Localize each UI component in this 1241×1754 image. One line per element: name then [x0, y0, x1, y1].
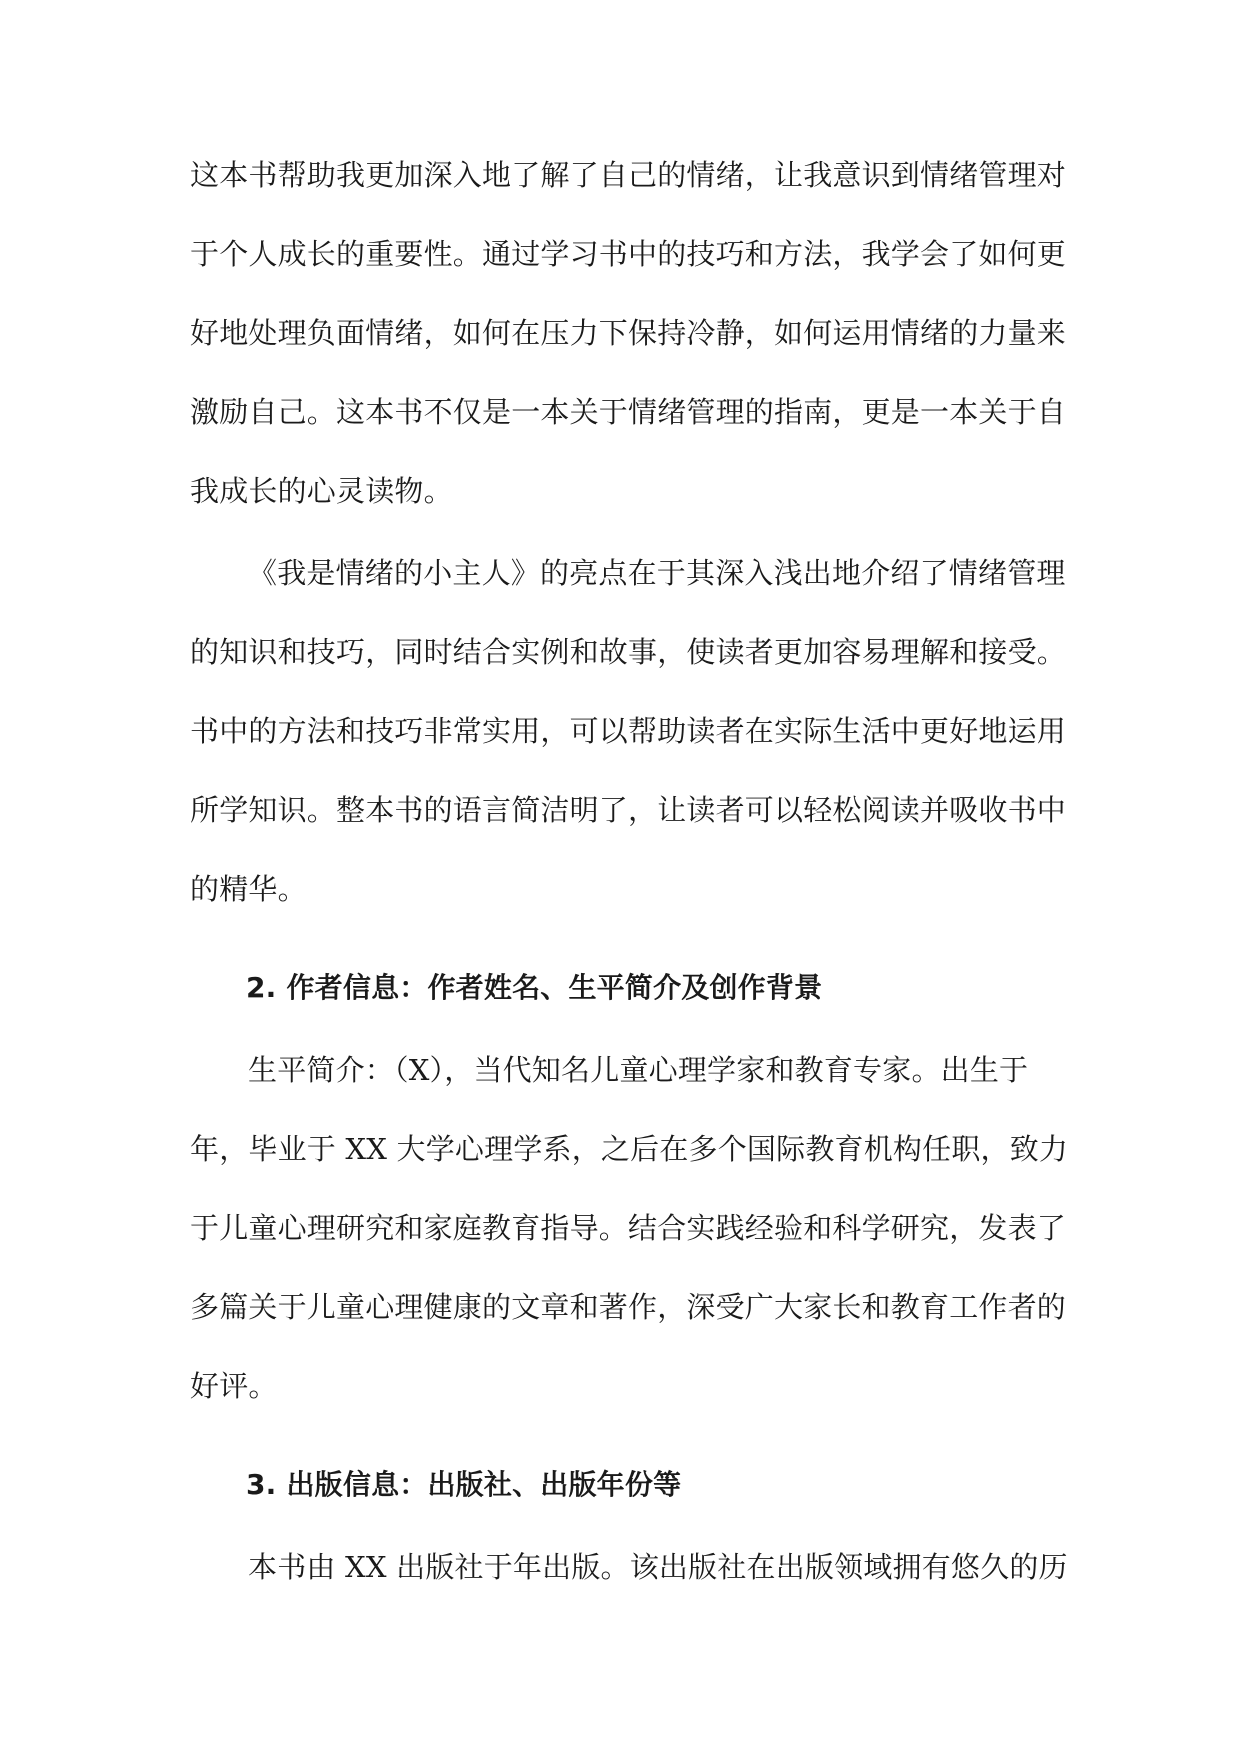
- paragraph-4-line-1: 本书由 XX 出版社于年出版。该出版社在出版领域拥有悠久的历: [248, 1550, 1068, 1584]
- paragraph-2-line-2: 的知识和技巧，同时结合实例和故事，使读者更加容易理解和接受。: [190, 635, 1067, 669]
- paragraph-3-line-5: 好评。: [190, 1369, 278, 1403]
- paragraph-1-line-3: 好地处理负面情绪，如何在压力下保持冷静，如何运用情绪的力量来: [190, 316, 1067, 350]
- paragraph-1-line-5: 我成长的心灵读物。: [190, 474, 453, 508]
- paragraph-1-line-4: 激励自己。这本书不仅是一本关于情绪管理的指南，更是一本关于自: [190, 395, 1067, 429]
- paragraph-2-line-1: 《我是情绪的小主人》的亮点在于其深入浅出地介绍了情绪管理: [248, 556, 1066, 590]
- paragraph-2-line-3: 书中的方法和技巧非常实用，可以帮助读者在实际生活中更好地运用: [190, 714, 1067, 748]
- section-heading-publication-info: 3. 出版信息：出版社、出版年份等: [246, 1468, 682, 1501]
- paragraph-3-line-1: 生平简介：（X），当代知名儿童心理学家和教育专家。出生于: [248, 1053, 1029, 1087]
- paragraph-2-line-5: 的精华。: [190, 872, 307, 906]
- paragraph-3-line-2: 年，毕业于 XX 大学心理学系，之后在多个国际教育机构任职，致力: [190, 1132, 1069, 1166]
- paragraph-1-line-2: 于个人成长的重要性。通过学习书中的技巧和方法，我学会了如何更: [190, 237, 1067, 271]
- paragraph-1-line-1: 这本书帮助我更加深入地了解了自己的情绪，让我意识到情绪管理对: [190, 158, 1067, 192]
- paragraph-3-line-4: 多篇关于儿童心理健康的文章和著作，深受广大家长和教育工作者的: [190, 1290, 1067, 1324]
- paragraph-2-line-4: 所学知识。整本书的语言简洁明了，让读者可以轻松阅读并吸收书中: [190, 793, 1067, 827]
- paragraph-3-line-3: 于儿童心理研究和家庭教育指导。结合实践经验和科学研究，发表了: [190, 1211, 1067, 1245]
- section-heading-author-info: 2. 作者信息：作者姓名、生平简介及创作背景: [246, 971, 823, 1004]
